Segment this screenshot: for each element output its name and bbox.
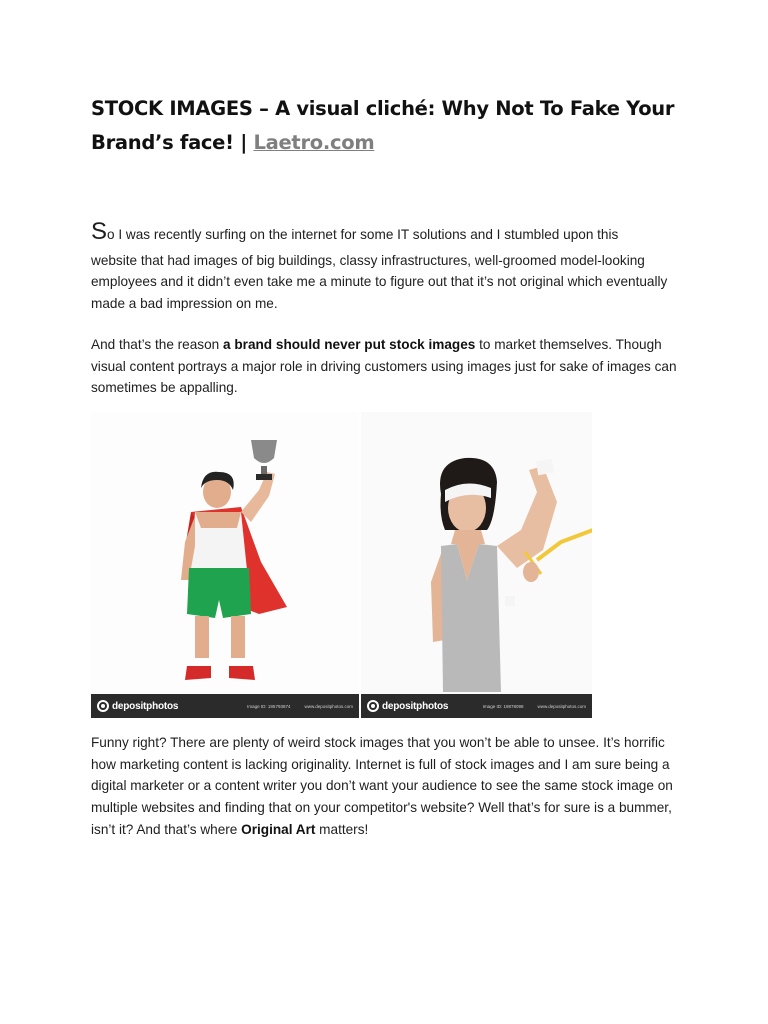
image-id: Image ID: 195793874	[247, 703, 291, 709]
depositphotos-logo-icon	[367, 700, 379, 712]
watermark-brand: depositphotos	[112, 700, 179, 712]
watermark-meta	[469, 704, 586, 709]
laetro-link[interactable]: Laetro.com	[253, 131, 375, 154]
reason-text-end: to market themselves. Though visual content portrays a major role in driving customers using images just for sake of images can sometimes be appalling.	[91, 337, 677, 396]
intro-first-line: o I was recently surfing on the internet for some IT solutions and I stumbled upon this	[107, 227, 619, 242]
reason-bold: a brand should never put stock images	[223, 337, 476, 352]
paragraph-intro	[91, 218, 681, 315]
paragraph-conclusion	[91, 732, 681, 841]
flexing-man-illustration	[361, 412, 592, 718]
reason-text-start: And that’s the reason	[91, 337, 224, 352]
watermark-meta	[233, 704, 353, 709]
stock-image-superhero	[91, 412, 359, 718]
article-title	[91, 92, 691, 160]
watermark-site: www.depositphotos.com	[304, 703, 353, 709]
watermark-brand: depositphotos	[382, 700, 449, 712]
drop-cap: S	[91, 218, 108, 245]
stock-image-flexing-man	[361, 412, 592, 718]
watermark-bar	[91, 694, 359, 718]
watermark-bar	[361, 694, 592, 718]
title-text: STOCK IMAGES – A visual cliché: Why Not To Fake Your Brand’s face! |	[91, 97, 675, 154]
superhero-illustration	[91, 412, 359, 718]
watermark-site: www.depositphotos.com	[537, 703, 586, 709]
paragraph-reason	[91, 334, 681, 399]
intro-rest: website that had images of big buildings, classy infrastructures, well-groomed model-looking employees and it didn’t even take me a minute to figure out that it’s not original which eventually made a bad impression on me.	[91, 252, 668, 312]
depositphotos-logo-icon	[97, 700, 109, 712]
image-id: Image ID: 19878098	[482, 703, 524, 709]
conclusion-text-start: Funny right? There are plenty of weird stock images that you won’t be able to unsee. It’s horrific how marketing content is lacking originality. Internet is full of stock images and I am sure being a digital marketer or a content writer you don’t want your audience to see the same stock image on multiple websites and finding that on your competitor's website? Well that’s for sure is a bummer, isn’t it? And that’s where	[91, 735, 673, 837]
conclusion-text-end: matters!	[315, 821, 369, 837]
original-art-bold: Original Art	[241, 821, 316, 837]
